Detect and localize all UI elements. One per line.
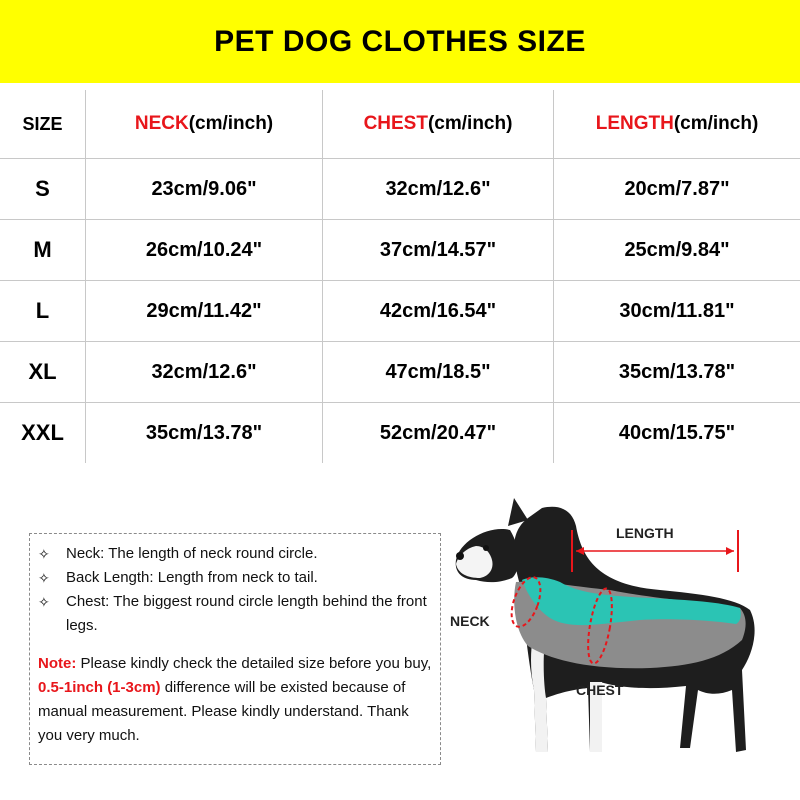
size-table [0, 90, 800, 463]
header-neck [86, 90, 323, 159]
header-length-unit: (cm/inch) [673, 113, 759, 134]
sparkle-icon: ✧ [38, 546, 50, 562]
length-label: LENGTH [616, 525, 674, 541]
header-length-accent: LENGTH [595, 113, 674, 134]
note-label: Note: [38, 655, 77, 672]
length-cell: 20cm/7.87" [554, 159, 800, 220]
measurement-notes-box [29, 533, 441, 765]
dog-measurement-diagram [450, 490, 800, 800]
size-cell: M [0, 220, 86, 281]
header-neck-unit: (cm/inch) [188, 113, 274, 134]
size-cell: XXL [0, 403, 86, 464]
note-bullet-chest: ✧ Chest: The biggest round circle length behind the front legs. [38, 590, 432, 638]
chest-label: CHEST [576, 682, 624, 698]
chest-cell: 32cm/12.6" [323, 159, 554, 220]
header-chest-unit: (cm/inch) [427, 113, 513, 134]
table-row [0, 281, 800, 342]
neck-cell: 35cm/13.78" [86, 403, 323, 464]
neck-label: NECK [450, 613, 490, 629]
sparkle-icon: ✧ [38, 594, 50, 610]
table-row [0, 403, 800, 464]
size-disclaimer: Note: Please kindly check the detailed size before you buy, 0.5-1inch (1-3cm) difference will be existed because of manual measurement. Please kindly understand. Thank you very much. [38, 655, 432, 744]
header-size: SIZE [0, 90, 86, 159]
size-cell: S [0, 159, 86, 220]
table-row [0, 159, 800, 220]
table-row [0, 220, 800, 281]
chest-cell: 47cm/18.5" [323, 342, 554, 403]
neck-cell: 32cm/12.6" [86, 342, 323, 403]
length-cell: 30cm/11.81" [554, 281, 800, 342]
chest-cell: 52cm/20.47" [323, 403, 554, 464]
note-bullet-neck: ✧ Neck: The length of neck round circle. [38, 542, 432, 566]
neck-cell: 29cm/11.42" [86, 281, 323, 342]
header-neck-accent: NECK [134, 113, 189, 134]
chest-cell: 42cm/16.54" [323, 281, 554, 342]
table-header-row [0, 90, 800, 159]
page-title: PET DOG CLOTHES SIZE [214, 24, 586, 58]
size-cell: L [0, 281, 86, 342]
length-cell: 40cm/15.75" [554, 403, 800, 464]
length-cell: 35cm/13.78" [554, 342, 800, 403]
tolerance-highlight: 0.5-1inch (1-3cm) [38, 679, 161, 696]
length-cell: 25cm/9.84" [554, 220, 800, 281]
chest-cell: 37cm/14.57" [323, 220, 554, 281]
neck-cell: 26cm/10.24" [86, 220, 323, 281]
note-bullet-back-length: ✧ Back Length: Length from neck to tail. [38, 566, 432, 590]
header-length [554, 90, 800, 159]
header-chest-accent: CHEST [363, 113, 428, 134]
header-chest [323, 90, 554, 159]
table-row [0, 342, 800, 403]
title-banner [0, 0, 800, 83]
sparkle-icon: ✧ [38, 570, 50, 586]
neck-cell: 23cm/9.06" [86, 159, 323, 220]
size-cell: XL [0, 342, 86, 403]
